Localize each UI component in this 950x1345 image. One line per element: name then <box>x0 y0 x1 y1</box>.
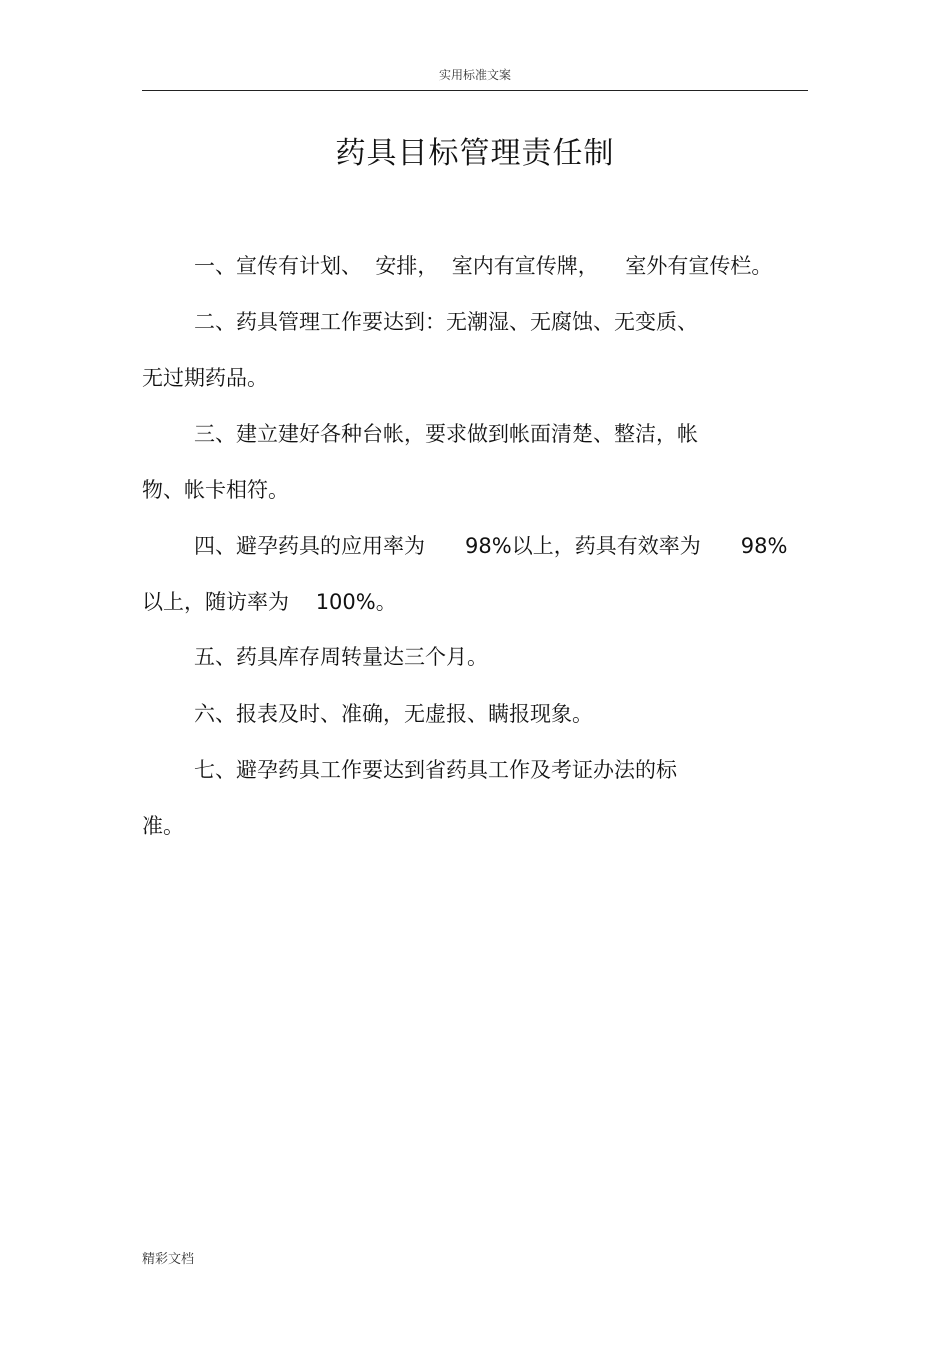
item-7-line-2: 准。 <box>142 814 184 838</box>
page-header: 实用标准文案 <box>438 68 511 82</box>
header-rule <box>142 90 808 91</box>
item-7-line-1: 七、避孕药具工作要达到省药具工作及考证办法的标 <box>194 758 677 782</box>
item-6-line-1: 六、报表及时、准确，无虚报、瞒报现象。 <box>194 702 593 726</box>
item-3-line-2: 物、帐卡相符。 <box>142 478 289 502</box>
item-2-line-2: 无过期药品。 <box>142 366 268 390</box>
item-2-line-1: 二、药具管理工作要达到：无潮湿、无腐蚀、无变质、 <box>194 310 698 334</box>
item-4-line-2: 以上，随访率为 100%。 <box>142 590 397 614</box>
page-footer: 精彩文档 <box>142 1252 195 1267</box>
item-1-line-1: 一、宣传有计划、 安排， 室内有宣传牌， 室外有宣传栏。 <box>194 254 773 278</box>
item-4-line-1: 四、避孕药具的应用率为 98%以上，药具有效率为 98% <box>194 534 788 558</box>
document-title: 药具目标管理责任制 <box>335 136 615 171</box>
item-3-line-1: 三、建立建好各种台帐，要求做到帐面清楚、整洁，帐 <box>194 422 698 446</box>
item-5-line-1: 五、药具库存周转量达三个月。 <box>194 645 488 669</box>
